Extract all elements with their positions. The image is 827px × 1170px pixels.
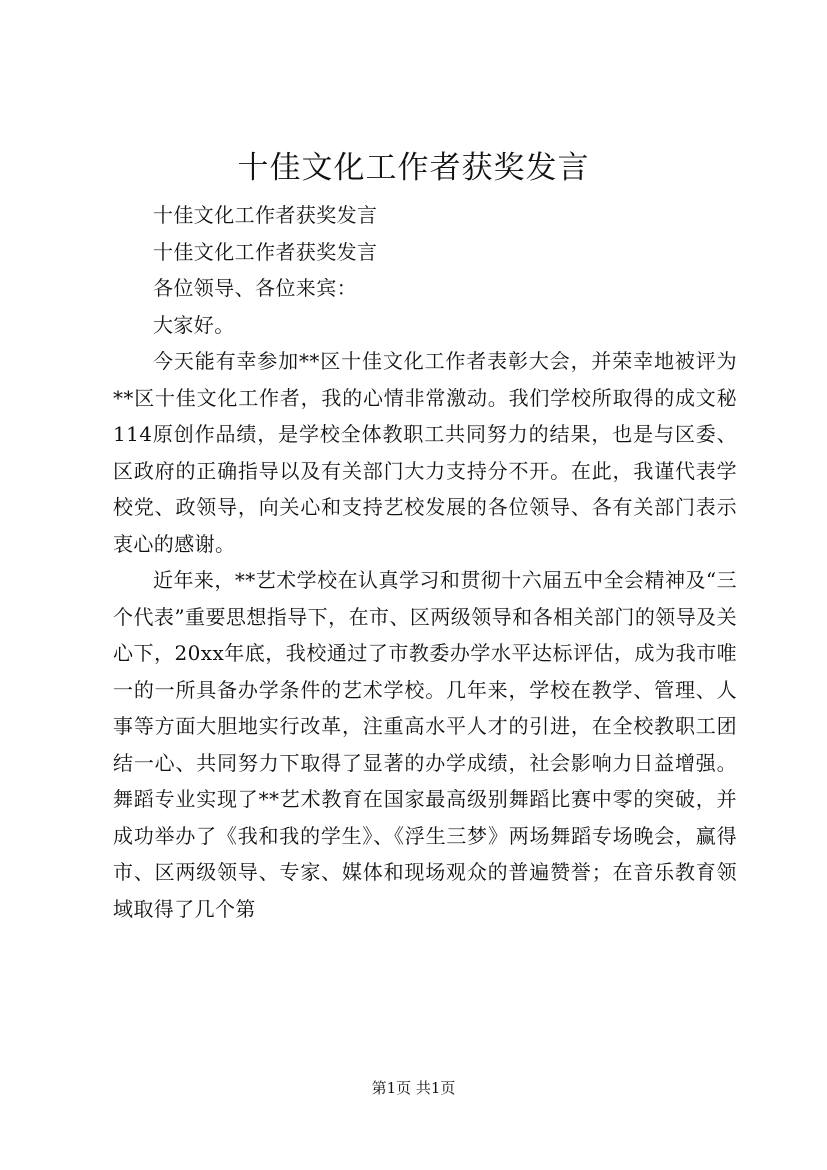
- paragraph-greeting: 大家好。: [153, 312, 235, 337]
- document-title: 十佳文化工作者获奖发言: [237, 150, 590, 186]
- paragraph-subtitle-1: 十佳文化工作者获奖发言: [153, 203, 378, 227]
- paragraph-body-1: 今天能有幸参加**区十佳文化工作者表彰大会，并荣幸地被评为**区十佳文化工作者，我的心情非常激动。我们学校所取得的成文秘114原创作品绩，是学校全体教职工共同努力的结果，也是与区委、区政府的正确指导以及有关部门大力支持分不开。在此，我谨代表学校党、政领导，向关心和支持艺校发展的各位领导、各有关部门表示衷心的感谢。: [113, 349, 737, 556]
- paragraph-salutation: 各位领导、各位来宾：: [153, 276, 357, 300]
- paragraph-body-2: 近年来，**艺术学校在认真学习和贯彻十六届五中全会精神及“三个代表”重要思想指导下，在市、区两级领导和各相关部门的领导及关心下，20xx年底，我校通过了市教委办学水平达标评估，成为我市唯一的一所具备办学条件的艺术学校。几年来，学校在教学、管理、人事等方面大胆地实行改革，注重高水平人才的引进，在全校教职工团结一心、共同努力下取得了显著的办学成绩，社会影响力日益增强。舞蹈专业实现了**艺术教育在国家最高级别舞蹈比赛中零的突破，并成功举办了《我和我的学生》、《浮生三梦》两场舞蹈专场晚会，赢得市、区两级领导、专家、媒体和现场观众的普遍赞誉；在音乐教育领域取得了几个第: [113, 568, 737, 921]
- paragraph-subtitle-2: 十佳文化工作者获奖发言: [153, 239, 378, 264]
- page-footer: 第1页 共1页: [371, 1079, 456, 1097]
- document-body: [113, 197, 737, 927]
